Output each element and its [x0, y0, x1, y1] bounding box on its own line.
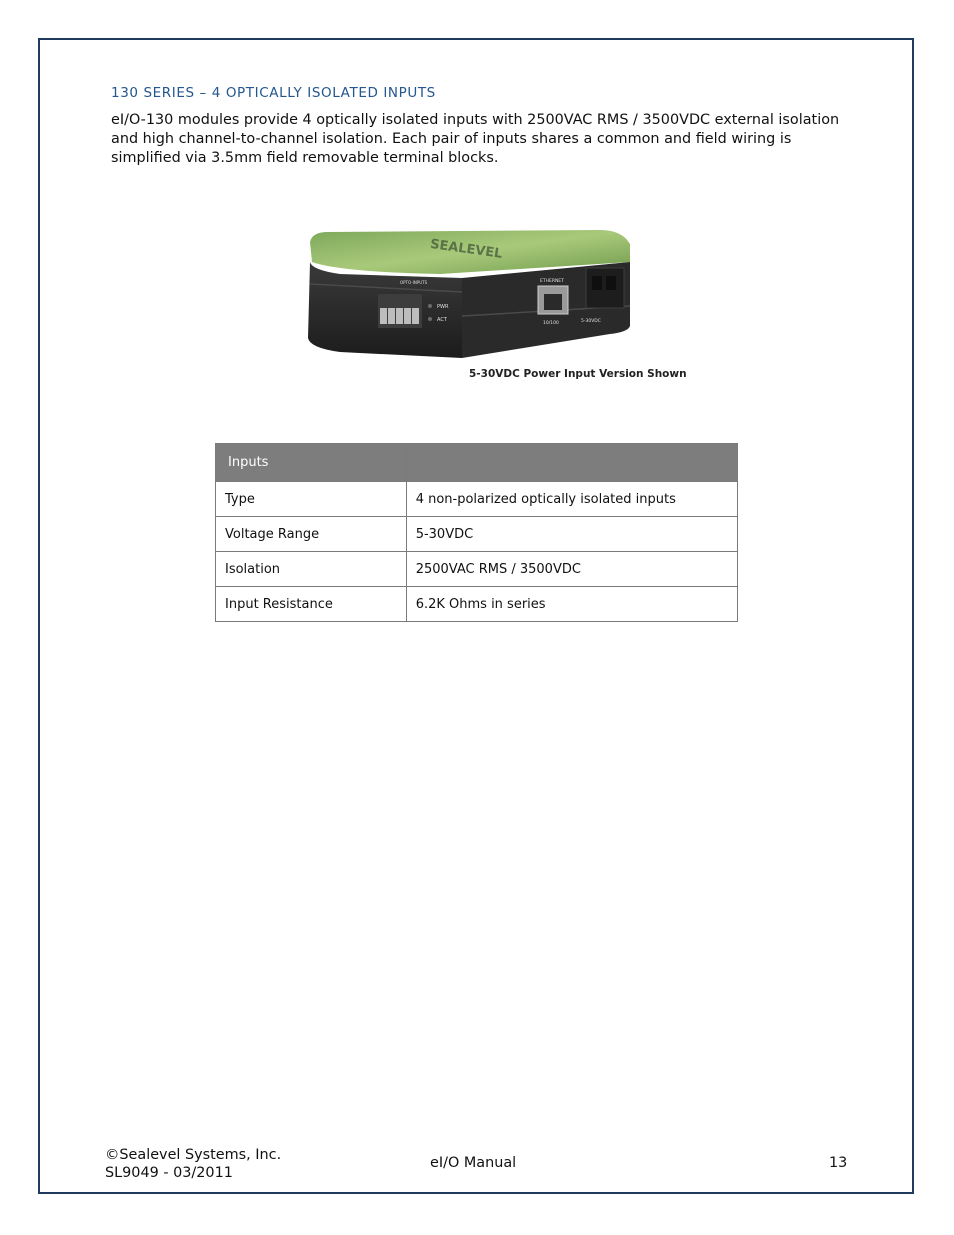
footer-copyright: ©Sealevel Systems, Inc.: [105, 1147, 282, 1163]
section-heading: 130 SERIES – 4 OPTICALLY ISOLATED INPUTS: [111, 85, 436, 101]
table-header-row: [216, 444, 738, 482]
table-header-empty: [406, 444, 737, 482]
pwr-led: [428, 304, 432, 308]
opto-terminal-block: [378, 294, 422, 328]
product-photo: [300, 222, 690, 390]
power-label: 5-30VDC: [581, 319, 601, 324]
table-header-label: Inputs: [216, 444, 407, 482]
power-terminal: [586, 268, 624, 308]
row-label: Input Resistance: [216, 587, 407, 622]
row-value: 4 non-polarized optically isolated inputs: [406, 482, 737, 517]
brand-label: SEALEVEL: [429, 236, 504, 262]
table-row: [216, 552, 738, 587]
figure-caption: 5-30VDC Power Input Version Shown: [469, 368, 687, 380]
row-value: 5-30VDC: [406, 517, 737, 552]
footer-doc-id: SL9049 - 03/2011: [105, 1165, 233, 1181]
row-value: 2500VAC RMS / 3500VDC: [406, 552, 737, 587]
row-label: Isolation: [216, 552, 407, 587]
act-led: [428, 317, 432, 321]
ethernet-label: ETHERNET: [540, 279, 564, 284]
table-row: [216, 482, 738, 517]
table-row: [216, 587, 738, 622]
footer-page-number: 13: [829, 1155, 848, 1171]
row-label: Voltage Range: [216, 517, 407, 552]
row-value: 6.2K Ohms in series: [406, 587, 737, 622]
footer-left: [105, 1146, 281, 1182]
table-row: [216, 517, 738, 552]
act-label: ACT: [437, 317, 447, 323]
footer-manual-title: eI/O Manual: [430, 1155, 517, 1171]
opto-label: OPTO-INPUTS: [400, 280, 428, 285]
row-label: Type: [216, 482, 407, 517]
inputs-spec-table: [215, 443, 738, 622]
description-paragraph: eI/O-130 modules provide 4 optically isolated inputs with 2500VAC RMS / 3500VDC external isolation and high channel-to-channel isolation. Each pair of inputs shares a common and field wiring is simplified via 3.5mm field removable terminal blocks.: [111, 112, 840, 166]
pwr-label: PWR: [437, 304, 449, 310]
speed-label: 10/100: [543, 321, 559, 326]
